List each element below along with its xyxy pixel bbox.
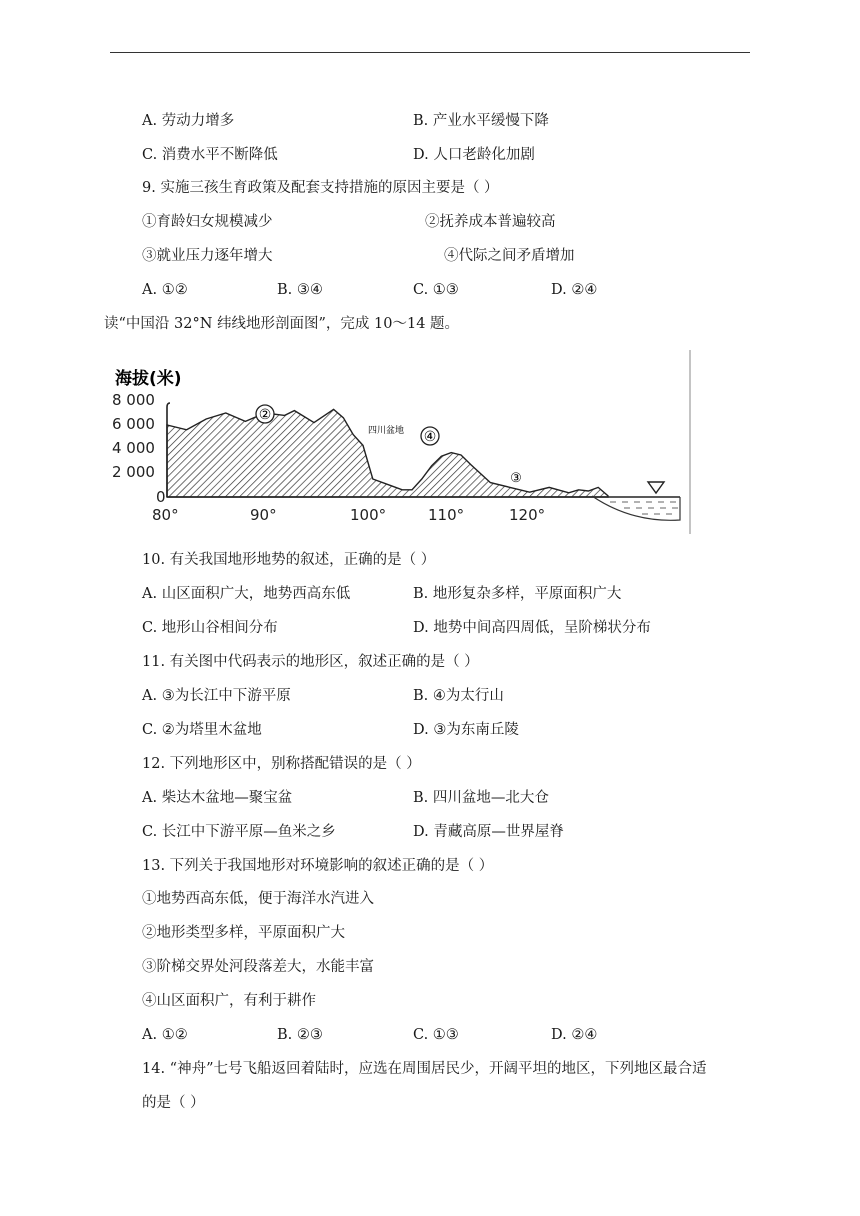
q13-stem: 13. 下列关于我国地形对环境影响的叙述正确的是（ ） bbox=[142, 858, 494, 874]
q10-option-d: D. 地势中间高四周低，呈阶梯状分布 bbox=[413, 620, 651, 636]
q9-option-b: B. ③④ bbox=[277, 282, 323, 298]
q9-statement-3: ③就业压力逐年增大 bbox=[142, 248, 273, 264]
sea-level-marker-icon bbox=[648, 482, 664, 493]
q8-option-d: D. 人口老龄化加剧 bbox=[413, 147, 535, 163]
q10-stem: 10. 有关我国地形地势的叙述，正确的是（ ） bbox=[142, 552, 436, 568]
q14-stem-continued: 的是（ ） bbox=[142, 1095, 205, 1111]
q14-stem: 14. “神舟”七号飞船返回着陆时，应选在周围居民少，开阔平坦的地区，下列地区最合适 bbox=[142, 1061, 707, 1077]
q13-statement-4: ④山区面积广，有利于耕作 bbox=[142, 993, 316, 1009]
x-tick-80: 80° bbox=[152, 506, 179, 524]
q11-option-a: A. ③为长江中下游平原 bbox=[142, 688, 291, 704]
marker-4-label: ④ bbox=[423, 429, 437, 445]
q13-statement-3: ③阶梯交界处河段落差大，水能丰富 bbox=[142, 959, 374, 975]
q11-option-c: C. ②为塔里木盆地 bbox=[142, 722, 262, 738]
q11-option-b: B. ④为太行山 bbox=[413, 688, 504, 704]
marker-3-label: ③ bbox=[510, 471, 522, 486]
x-tick-labels bbox=[152, 506, 545, 524]
y-tick-labels bbox=[112, 391, 166, 506]
q13-option-d: D. ②④ bbox=[551, 1027, 598, 1043]
sichuan-basin-label: 四川盆地 bbox=[368, 426, 405, 436]
q13-option-c: C. ①③ bbox=[413, 1027, 459, 1043]
x-tick-100: 100° bbox=[350, 506, 387, 524]
section-intro: 读“中国沿 32°N 纬线地形剖面图”，完成 10～14 题。 bbox=[104, 316, 460, 332]
y-tick-8000: 8 000 bbox=[112, 391, 155, 409]
q9-option-c: C. ①③ bbox=[413, 282, 459, 298]
y-tick-6000: 6 000 bbox=[112, 415, 155, 433]
q12-option-c: C. 长江中下游平原—鱼米之乡 bbox=[142, 824, 336, 840]
q9-option-a: A. ①② bbox=[142, 282, 188, 298]
terrain-profile-figure bbox=[112, 348, 698, 536]
q12-option-b: B. 四川盆地—北大仓 bbox=[413, 790, 549, 806]
q10-option-a: A. 山区面积广大，地势西高东低 bbox=[142, 586, 351, 602]
terrain-profile-area bbox=[167, 409, 608, 497]
q9-option-d: D. ②④ bbox=[551, 282, 598, 298]
q12-option-d: D. 青藏高原—世界屋脊 bbox=[413, 824, 564, 840]
q9-statement-1: ①育龄妇女规模减少 bbox=[142, 214, 273, 230]
q10-option-c: C. 地形山谷相间分布 bbox=[142, 620, 278, 636]
q9-stem: 9. 实施三孩生育政策及配套支持措施的原因主要是（ ） bbox=[142, 180, 499, 196]
q10-option-b: B. 地形复杂多样，平原面积广大 bbox=[413, 586, 622, 602]
x-tick-120: 120° bbox=[509, 506, 546, 524]
q8-option-a: A. 劳动力增多 bbox=[142, 113, 235, 129]
q13-option-a: A. ①② bbox=[142, 1027, 188, 1043]
header-rule bbox=[110, 52, 750, 53]
q8-option-b: B. 产业水平缓慢下降 bbox=[413, 113, 549, 129]
x-tick-110: 110° bbox=[428, 506, 465, 524]
q12-stem: 12. 下列地形区中，别称搭配错误的是（ ） bbox=[142, 756, 421, 772]
y-tick-0: 0 bbox=[156, 488, 166, 506]
q13-statement-2: ②地形类型多样，平原面积广大 bbox=[142, 925, 345, 941]
q11-stem: 11. 有关图中代码表示的地形区，叙述正确的是（ ） bbox=[142, 654, 479, 670]
q9-statement-2: ②抚养成本普遍较高 bbox=[425, 214, 556, 230]
sea-water-dashes bbox=[610, 502, 678, 514]
marker-2-label: ② bbox=[258, 407, 272, 423]
q13-option-b: B. ②③ bbox=[277, 1027, 323, 1043]
y-tick-2000: 2 000 bbox=[112, 463, 155, 481]
y-axis-label: 海拔(米) bbox=[115, 369, 182, 389]
q12-option-a: A. 柴达木盆地—聚宝盆 bbox=[142, 790, 293, 806]
y-tick-4000: 4 000 bbox=[112, 439, 155, 457]
x-tick-90: 90° bbox=[250, 506, 277, 524]
q9-statement-4: ④代际之间矛盾增加 bbox=[444, 248, 575, 264]
q8-option-c: C. 消费水平不断降低 bbox=[142, 147, 278, 163]
q11-option-d: D. ③为东南丘陵 bbox=[413, 722, 519, 738]
q13-statement-1: ①地势西高东低，便于海洋水汽进入 bbox=[142, 891, 374, 907]
